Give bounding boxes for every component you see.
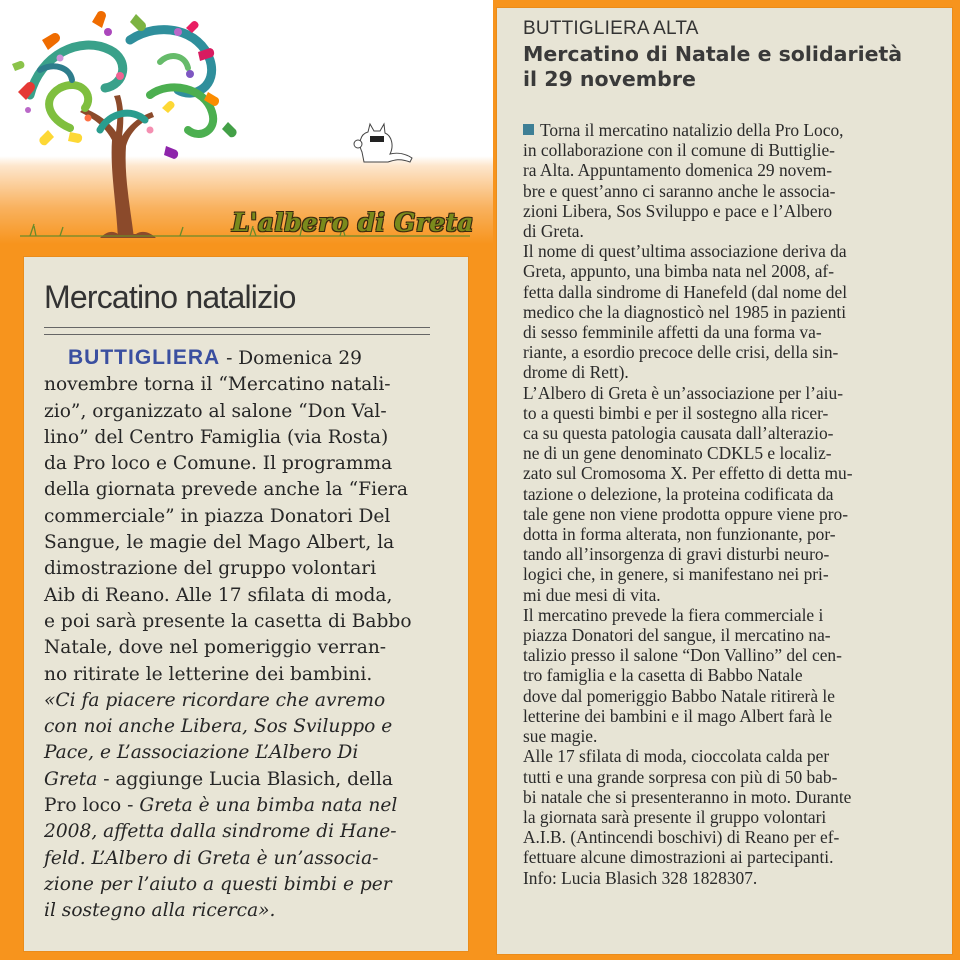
- cat-icon: [354, 124, 412, 162]
- article-body: [44, 345, 436, 925]
- text-line: zato sul Cromosoma X. Per effetto di detta mu-: [523, 463, 853, 484]
- text-line: Pro loco -: [44, 795, 140, 817]
- text-line: medico che la diagnosticò nel 1985 in pazienti: [523, 301, 847, 322]
- text-line: la giornata sarà presente il gruppo volontari: [523, 806, 827, 827]
- text-line: Info: Lucia Blasich 328 1828307.: [523, 867, 758, 888]
- text-line: Natale, dove nel pomeriggio verran-: [44, 637, 387, 659]
- text-line: letterine dei bambini e il mago Albert farà le: [523, 705, 833, 726]
- text-line: Greta, appunto, una bimba nata nel 2008, af-: [523, 261, 834, 282]
- text-line: sue magie.: [523, 726, 598, 747]
- bullet-square-icon: [523, 124, 534, 135]
- text-line: dimostrazione del gruppo volontari: [44, 558, 377, 580]
- title-line: il 29 novembre: [523, 67, 696, 91]
- article-kicker: BUTTIGLIERA: [68, 346, 221, 369]
- text-line: drome di Rett).: [523, 362, 629, 383]
- text-line: zioni Libera, Sos Sviluppo e pace e l’Albero: [523, 200, 833, 221]
- text-line: bre e quest’anno ci saranno anche le associa-: [523, 180, 836, 201]
- text-line: novembre torna il “Mercatino natali-: [44, 374, 391, 396]
- title-line: Mercatino di Natale e solidarietà: [523, 42, 903, 66]
- text-line: tale gene non viene prodotta oppure viene pro-: [523, 503, 848, 524]
- text-line: e poi sarà presente la casetta di Babbo: [44, 610, 412, 632]
- text-line: Il nome di quest’ultima associazione deriva da: [523, 241, 847, 262]
- text-line: Alle 17 sfilata di moda, cioccolata calda per: [523, 746, 830, 767]
- quote-line: Greta: [44, 768, 98, 790]
- article-kicker: BUTTIGLIERA ALTA: [523, 18, 699, 39]
- headline-rule: [44, 327, 430, 335]
- article-title: [523, 42, 943, 92]
- text-line: bi natale che si presenteranno in moto. Durante: [523, 786, 852, 807]
- text-line: piazza Donatori del sangue, il mercatino na-: [523, 625, 831, 646]
- quote-line: «Ci fa piacere ricordare che avremo: [44, 689, 386, 711]
- text-line: logici che, in genere, si manifestano nei pri-: [523, 564, 829, 585]
- text-line: zio”, organizzato al salone “Don Val-: [44, 400, 387, 422]
- text-line: Aib di Reano. Alle 17 sfilata di moda,: [44, 584, 393, 606]
- text-line: fettuare alcune dimostrazioni ai partecipanti.: [523, 847, 834, 868]
- text-line: tando all’insorgenza di gravi disturbi neuro-: [523, 544, 830, 565]
- text-line: da Pro loco e Comune. Il programma: [44, 453, 393, 475]
- text-line: to a questi bimbi e per il sostegno alla ricer-: [523, 402, 829, 423]
- text-line: lino” del Centro Famiglia (via Rosta): [44, 426, 389, 448]
- quote-line: il sostegno alla ricerca».: [44, 900, 276, 922]
- text-line: tazione o delezione, la proteina codificata da: [523, 483, 834, 504]
- text-line: fetta dalla sindrome di Hanefeld (dal nome del: [523, 281, 848, 302]
- text-line: di Greta.: [523, 221, 584, 242]
- article-body: [523, 120, 935, 888]
- logo-banner: [0, 0, 493, 244]
- text-line: - aggiunge Lucia Blasich, della: [97, 768, 393, 790]
- text-line: ne di un gene denominato CDKL5 e localiz-: [523, 443, 832, 464]
- text-line: riante, a esordio precoce delle crisi, della sin-: [523, 342, 839, 363]
- quote-line: Pace, e L’associazione L’Albero Di: [44, 742, 359, 764]
- text-line: talizio presso il salone “Don Vallino” del cen-: [523, 645, 842, 666]
- text-line: dotta in forma alterata, non funzionante, por-: [523, 524, 836, 545]
- quote-line: con noi anche Libera, Sos Sviluppo e: [44, 716, 393, 738]
- text-line: Torna il mercatino natalizio della Pro Loco,: [540, 120, 844, 140]
- brand-name: L'albero di Greta: [232, 208, 474, 237]
- quote-line: zione per l’aiuto a questi bimbi e per: [44, 873, 392, 895]
- text-line: ra Alta. Appuntamento domenica 29 novem-: [523, 160, 833, 181]
- text-line: Sangue, le magie del Mago Albert, la: [44, 532, 395, 554]
- text-line: commerciale” in piazza Donatori Del: [44, 505, 391, 527]
- article-headline: Mercatino natalizio: [44, 279, 296, 315]
- text-line: dove dal pomeriggio Babbo Natale ritirerà le: [523, 685, 835, 706]
- text-line: della giornata prevede anche la “Fiera: [44, 479, 409, 501]
- left-clipping: [24, 257, 468, 951]
- quote-line: Greta è una bimba nata nel: [139, 795, 398, 817]
- text-line: no ritirate le letterine dei bambini.: [44, 663, 373, 685]
- text-line: Il mercatino prevede la fiera commerciale i: [523, 604, 824, 625]
- text-line: L’Albero di Greta è un’associazione per l’aiu-: [523, 382, 843, 403]
- text-line: mi due mesi di vita.: [523, 584, 661, 605]
- text-line: - Domenica 29: [220, 348, 362, 369]
- quote-line: feld. L’Albero di Greta è un’associa-: [44, 847, 379, 869]
- text-line: di sesso femminile affetti da una forma va-: [523, 322, 822, 343]
- text-line: ca su questa patologia causata dall’alterazio-: [523, 423, 834, 444]
- text-line: tro famiglia e la casetta di Babbo Natale: [523, 665, 803, 686]
- right-clipping: [497, 8, 952, 954]
- quote-line: 2008, affetta dalla sindrome di Hane-: [44, 821, 397, 843]
- text-line: in collaborazione con il comune di Buttiglie-: [523, 140, 835, 161]
- text-line: A.I.B. (Antincendi boschivi) di Reano per ef-: [523, 827, 840, 848]
- text-line: tutti e una grande sorpresa con più di 50 bab-: [523, 766, 838, 787]
